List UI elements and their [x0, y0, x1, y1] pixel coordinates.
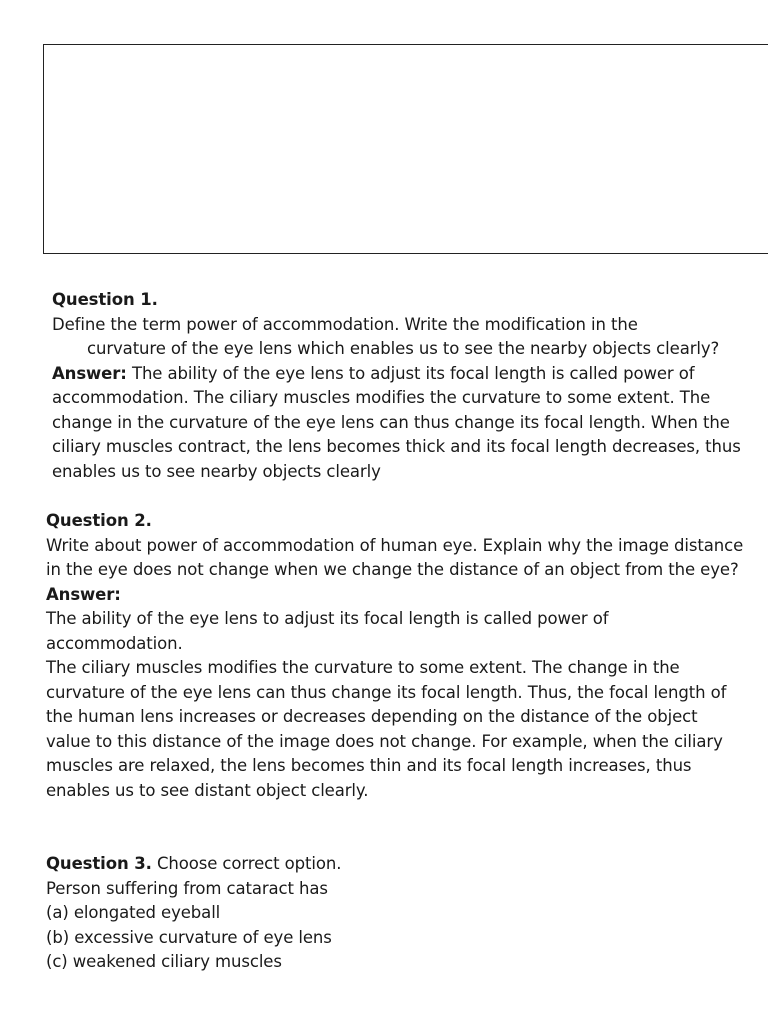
- question-1-answer-text: The ability of the eye lens to adjust its focal length is called power of accommodation. The ciliary muscles modifies the curvature to some extent. The change in the curvature of the eye lens can thus change its focal length. When the ciliary muscles contract, the lens becomes thick and its focal length decreases, thus enables us to see nearby objects clearly: [52, 363, 741, 481]
- question-2-answer-label: Answer:: [46, 584, 121, 604]
- question-3-instruction: Choose correct option.: [156, 854, 342, 873]
- question-3-heading: [46, 852, 746, 877]
- question-1-text-line1: Define the term power of accommodation. Write the modification in the: [52, 314, 638, 334]
- option-c: (c) weakened ciliary muscles: [46, 952, 282, 971]
- question-2-text: Write about power of accommodation of human eye. Explain why the image distance in the eye does not change when we change the distance of an object from the eye?: [46, 535, 744, 579]
- empty-image-placeholder: [43, 44, 768, 254]
- option-b: (b) excessive curvature of eye lens: [46, 927, 332, 947]
- option-a: (a) elongated eyeball: [46, 903, 221, 922]
- question-1-block: [52, 288, 752, 484]
- question-1-text: [52, 313, 752, 338]
- question-1-heading: Question 1.: [52, 290, 158, 309]
- question-2-heading: Question 2.: [46, 511, 152, 530]
- question-2-answer-para2: The ciliary muscles modifies the curvature to some extent. The change in the curvature of the eye lens can thus change its focal length. Thus, the focal length of the human lens increases or decreases depending on the distance of the object value to this distance of the image does not change. For example, when the ciliary muscles are relaxed, the lens becomes thin and its focal length increases, thus enables us to see distant object clearly.: [46, 658, 727, 800]
- question-2-block: [46, 509, 746, 803]
- question-2-answer-para1: The ability of the eye lens to adjust its focal length is called power of accommodation.: [46, 609, 609, 653]
- question-1-answer-label: Answer:: [52, 363, 127, 383]
- question-1-answer: [52, 362, 752, 485]
- question-3-text: Person suffering from cataract has: [46, 878, 328, 898]
- question-1-text-line2: curvature of the eye lens which enables us to see the nearby objects clearly?: [87, 339, 720, 358]
- question-3-block: [46, 852, 746, 975]
- question-3-label: Question 3.: [46, 854, 152, 873]
